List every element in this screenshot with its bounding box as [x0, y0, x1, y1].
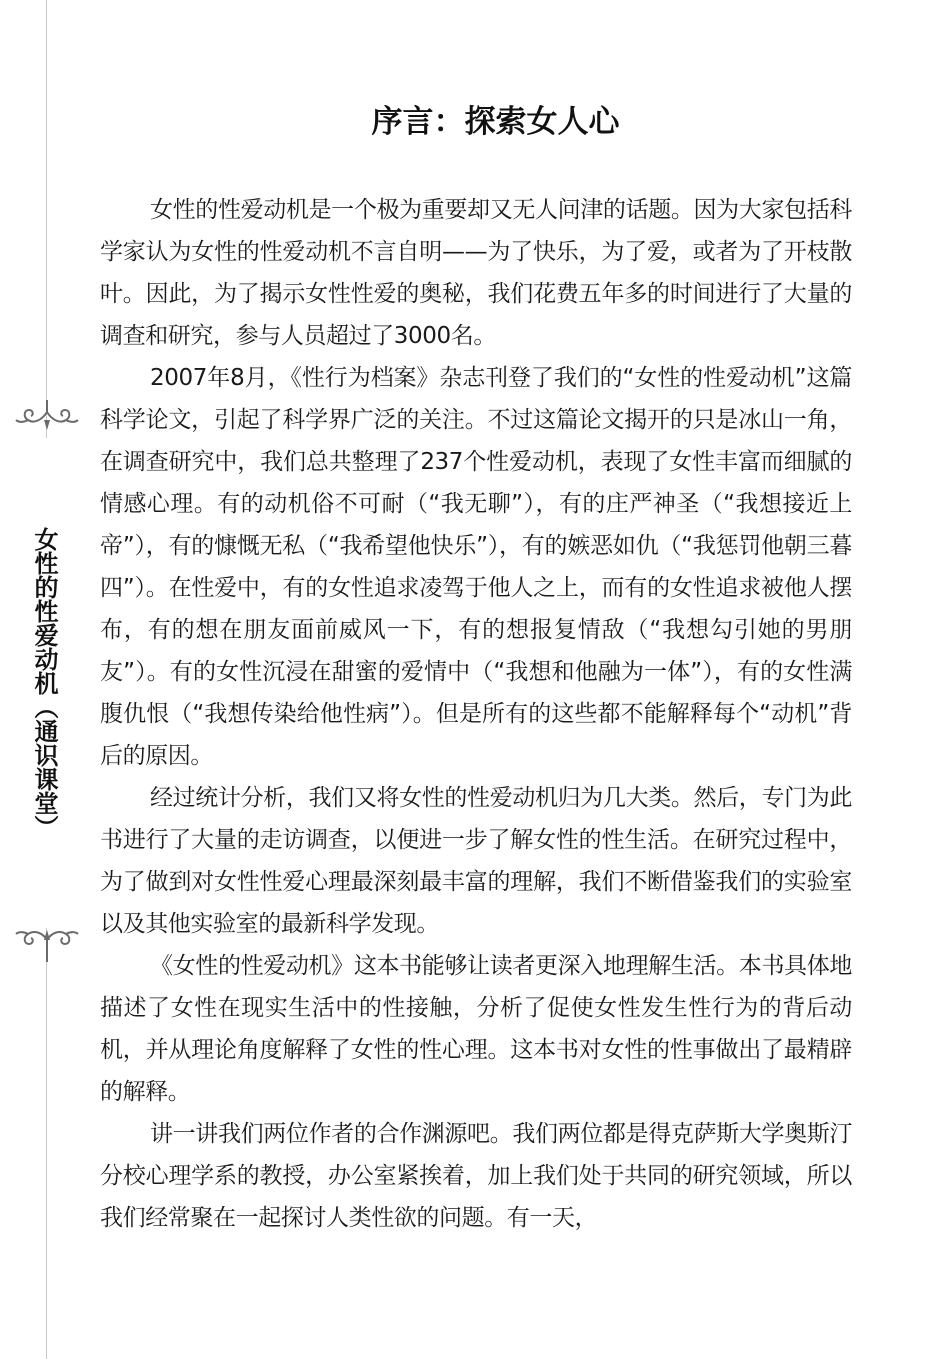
- page-title: 序言：探索女人心: [371, 104, 620, 140]
- paragraph: 经过统计分析，我们又将女性的性爱动机归为几大类。然后，专门为此书进行了大量的走访调查，以便进一步了解女性的性生活。在研究过程中，为了做到对女性性爱心理最深刻最丰富的理解，我们不断借鉴我们的实验室以及其他实验室的最新科学发现。: [100, 785, 852, 937]
- side-book-title: 女性的性爱动机（通识课堂）: [28, 438, 62, 928]
- paragraph: 讲一讲我们两位作者的合作渊源吧。我们两位都是得克萨斯大学奥斯汀分校心理学系的教授，办公室紧挨着，加上我们处于共同的研究领域，所以我们经常聚在一起探讨人类性欲的问题。有一天，: [100, 1121, 852, 1231]
- paragraph: 女性的性爱动机是一个极为重要却又无人问津的话题。因为大家包括科学家认为女性的性爱动机不言自明——为了快乐，为了爱，或者为了开枝散叶。因此，为了揭示女性性爱的奥秘，我们花费五年多的时间进行了大量的调查和研究，参与人员超过了3000名。: [100, 197, 852, 349]
- paragraph: 2007年8月，《性行为档案》杂志刊登了我们的“女性的性爱动机”这篇科学论文，引起了科学界广泛的关注。不过这篇论文揭开的只是冰山一角，在调查研究中，我们总共整理了237个性爱动机，表现了女性丰富而细腻的情感心理。有的动机俗不可耐（“我无聊”），有的庄严神圣（“我想接近上帝”），有的慷慨无私（“我希望他快乐”），有的嫉恶如仇（“我惩罚他朝三暮四”）。在性爱中，有的女性追求凌驾于他人之上，而有的女性追求被他人摆布，有的想在朋友面前威风一下，有的想报复情敌（“我想勾引她的男朋友”）。有的女性沉浸在甜蜜的爱情中（“我想和他融为一体”），有的女性满腹仇恨（“我想传染给他性病”）。但是所有的这些都不能解释每个“动机”背后的原因。: [100, 365, 852, 769]
- paragraph: 《女性的性爱动机》这本书能够让读者更深入地理解生活。本书具体地描述了女性在现实生活中的性接触，分析了促使女性发生性行为的背后动机，并从理论角度解释了女性的性心理。这本书对女性的性事做出了最精辟的解释。: [100, 953, 852, 1105]
- body-text: [100, 189, 852, 1239]
- flourish-ornament-top-icon: [14, 398, 80, 434]
- flourish-ornament-bottom-icon: [14, 928, 80, 964]
